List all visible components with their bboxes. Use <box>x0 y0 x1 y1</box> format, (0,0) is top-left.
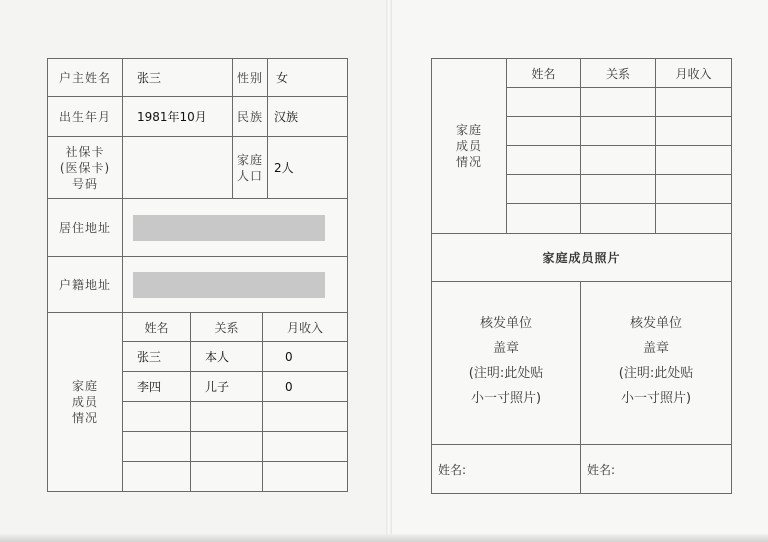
member-relation: 本人 <box>191 342 263 372</box>
member-relation <box>581 146 656 175</box>
photo-note: 小一寸照片) <box>470 391 542 406</box>
registered-address-value <box>123 257 348 313</box>
redacted-block <box>133 215 325 241</box>
member-relation <box>581 175 656 204</box>
member-income <box>263 432 348 462</box>
photo-box <box>581 282 732 445</box>
photo-note: 小一寸照片) <box>620 391 692 406</box>
page-bottom-edge <box>0 534 768 542</box>
member-name <box>507 146 581 175</box>
member-name <box>507 204 581 234</box>
residence-address-value <box>123 199 348 257</box>
member-relation: 儿子 <box>191 372 263 402</box>
household-size-label: 家庭 人口 <box>233 137 268 199</box>
member-income <box>656 88 732 117</box>
seal-label: 盖章 <box>642 341 669 356</box>
family-members-label: 家庭 成员 情况 <box>432 59 507 234</box>
photo-box <box>432 282 581 445</box>
birth-label: 出生年月 <box>48 97 123 137</box>
photo-name-field: 姓名: <box>432 445 581 494</box>
photo-note: (注明:此处贴 <box>618 366 694 381</box>
ethnicity-value: 汉族 <box>268 97 348 137</box>
member-name: 张三 <box>123 342 191 372</box>
seal-label: 盖章 <box>492 341 519 356</box>
redacted-block <box>133 272 325 298</box>
members-header-income: 月收入 <box>656 59 732 88</box>
birth-value: 1981年10月 <box>123 97 233 137</box>
member-name <box>123 402 191 432</box>
member-income: 0 <box>263 342 348 372</box>
photo-section-title: 家庭成员照片 <box>432 234 732 282</box>
gender-value: 女 <box>268 59 348 97</box>
social-card-label: 社保卡 (医保卡) 号码 <box>48 137 123 199</box>
members-header-relation: 关系 <box>191 313 263 342</box>
member-name <box>507 117 581 146</box>
photo-note: (注明:此处贴 <box>468 366 544 381</box>
householder-name-value: 张三 <box>123 59 233 97</box>
member-name: 李四 <box>123 372 191 402</box>
member-income <box>263 402 348 432</box>
book-spine <box>386 0 392 542</box>
family-members-label: 家庭 成员 情况 <box>48 313 123 492</box>
household-size-value: 2人 <box>268 137 348 199</box>
member-relation <box>191 462 263 492</box>
member-income: 0 <box>263 372 348 402</box>
residence-address-label: 居住地址 <box>48 199 123 257</box>
member-income <box>656 146 732 175</box>
issuer-label: 核发单位 <box>629 316 682 331</box>
member-relation <box>581 204 656 234</box>
member-income <box>656 175 732 204</box>
members-header-relation: 关系 <box>581 59 656 88</box>
member-income <box>656 204 732 234</box>
member-relation <box>191 432 263 462</box>
gender-label: 性别 <box>233 59 268 97</box>
members-header-income: 月收入 <box>263 313 348 342</box>
household-info-table <box>47 58 348 492</box>
member-name <box>123 462 191 492</box>
ethnicity-label: 民族 <box>233 97 268 137</box>
member-relation <box>581 117 656 146</box>
social-card-value <box>123 137 233 199</box>
photo-name-field: 姓名: <box>581 445 732 494</box>
member-name <box>507 175 581 204</box>
member-name <box>507 88 581 117</box>
householder-name-label: 户主姓名 <box>48 59 123 97</box>
registered-address-label: 户籍地址 <box>48 257 123 313</box>
member-income <box>263 462 348 492</box>
member-income <box>656 117 732 146</box>
issuer-label: 核发单位 <box>479 316 532 331</box>
member-relation <box>191 402 263 432</box>
members-header-name: 姓名 <box>123 313 191 342</box>
member-relation <box>581 88 656 117</box>
member-name <box>123 432 191 462</box>
family-photo-table <box>431 58 732 494</box>
members-header-name: 姓名 <box>507 59 581 88</box>
